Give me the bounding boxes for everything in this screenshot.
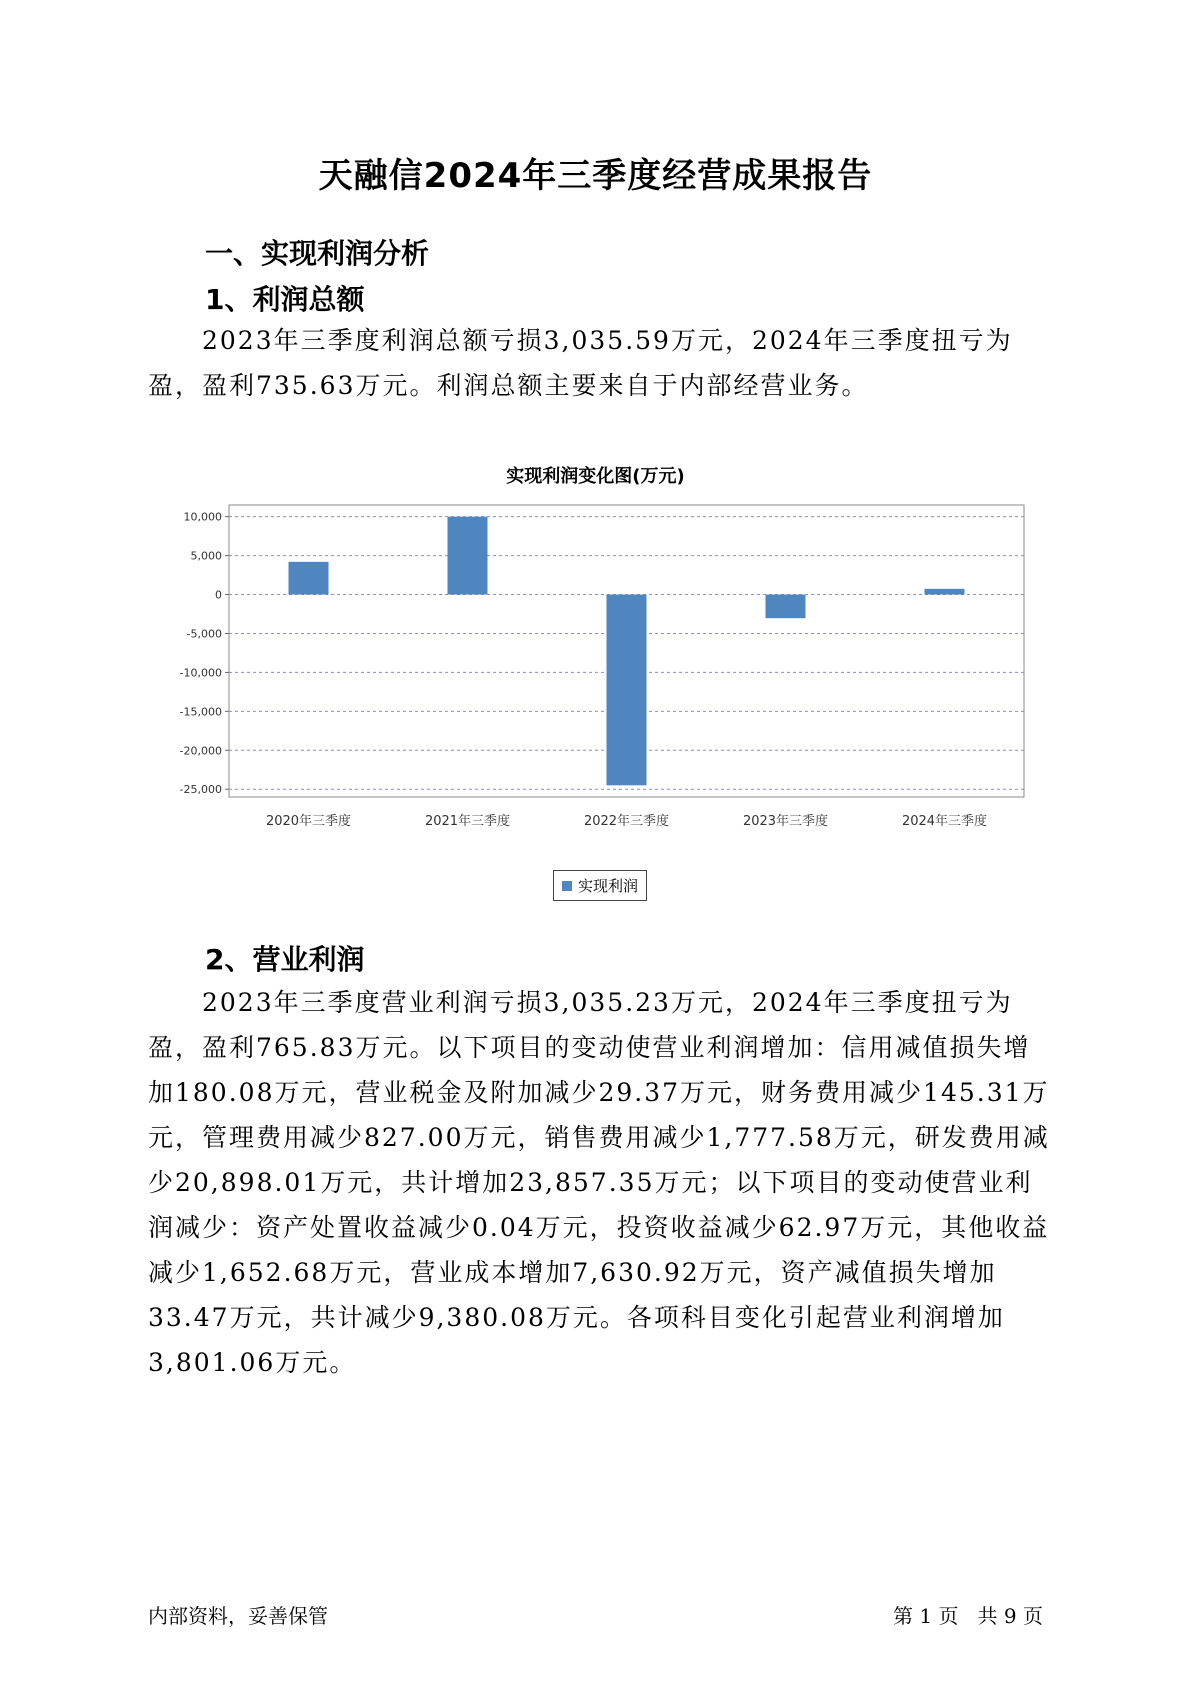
footer-confidential-note: 内部资料，妥善保管 bbox=[148, 1604, 328, 1628]
paragraph-profit-total-text: 2023年三季度利润总额亏损3,035.59万元，2024年三季度扭亏为盈，盈利735.63万元。利润总额主要来自于内部经营业务。 bbox=[148, 326, 1013, 400]
bar bbox=[448, 517, 488, 595]
subsection-heading-profit-total: 1、利润总额 bbox=[205, 283, 365, 316]
subsection-heading-operating-profit: 2、营业利润 bbox=[205, 943, 365, 976]
y-tick-label: 10,000 bbox=[183, 510, 222, 524]
y-tick-label: -20,000 bbox=[179, 744, 222, 758]
x-tick-label: 2023年三季度 bbox=[742, 814, 829, 829]
bar bbox=[607, 595, 647, 786]
bar bbox=[925, 589, 965, 595]
x-tick-label: 2022年三季度 bbox=[583, 814, 670, 829]
y-tick-label: -15,000 bbox=[179, 705, 222, 719]
bar bbox=[766, 595, 806, 619]
document-title: 天融信2024年三季度经营成果报告 bbox=[318, 156, 873, 196]
chart-legend bbox=[553, 870, 647, 901]
legend-label: 实现利润 bbox=[577, 877, 638, 895]
profit-bar-chart bbox=[150, 490, 1050, 860]
y-tick-label: -5,000 bbox=[186, 627, 222, 641]
y-tick-label: -10,000 bbox=[179, 666, 222, 680]
paragraph-operating-profit-text: 2023年三季度营业利润亏损3,035.23万元，2024年三季度扭亏为盈，盈利765.83万元。以下项目的变动使营业利润增加：信用减值损失增加180.08万元，营业税金及附加减少29.37万元，财务费用减少145.31万元，管理费用减少827.00万元，销售费用减少1,777.58万元，研发费用减少20,898.01万元，共计增加23,857.35万元；以下项目的变动使营业利润减少：资产处置收益减少0.04万元，投资收益减少62.97万元，其他收益减少1,652.68万元，营业成本增加7,630.92万元，资产减值损失增加33.47万元，共计减少9,380.08万元。各项科目变化引起营业利润增加3,801.06万元。 bbox=[148, 988, 1050, 1377]
y-tick-label: -25,000 bbox=[179, 783, 222, 797]
y-tick-label: 0 bbox=[215, 588, 222, 602]
paragraph-operating-profit bbox=[148, 980, 1053, 1385]
chart-title: 实现利润变化图(万元) bbox=[506, 466, 685, 487]
chart-x-ticks bbox=[266, 813, 987, 829]
bar bbox=[289, 562, 329, 595]
x-tick-label: 2020年三季度 bbox=[265, 814, 352, 829]
footer-page-number: 第 1 页 共 9 页 bbox=[893, 1604, 1043, 1628]
chart-bars bbox=[289, 517, 965, 786]
y-tick-label: 5,000 bbox=[190, 549, 222, 563]
paragraph-profit-total bbox=[148, 318, 1053, 408]
chart-y-ticks bbox=[180, 511, 229, 797]
x-tick-label: 2021年三季度 bbox=[424, 814, 511, 829]
section-heading: 一、实现利润分析 bbox=[205, 237, 430, 270]
x-tick-label: 2024年三季度 bbox=[901, 814, 988, 829]
legend-swatch bbox=[562, 881, 572, 891]
